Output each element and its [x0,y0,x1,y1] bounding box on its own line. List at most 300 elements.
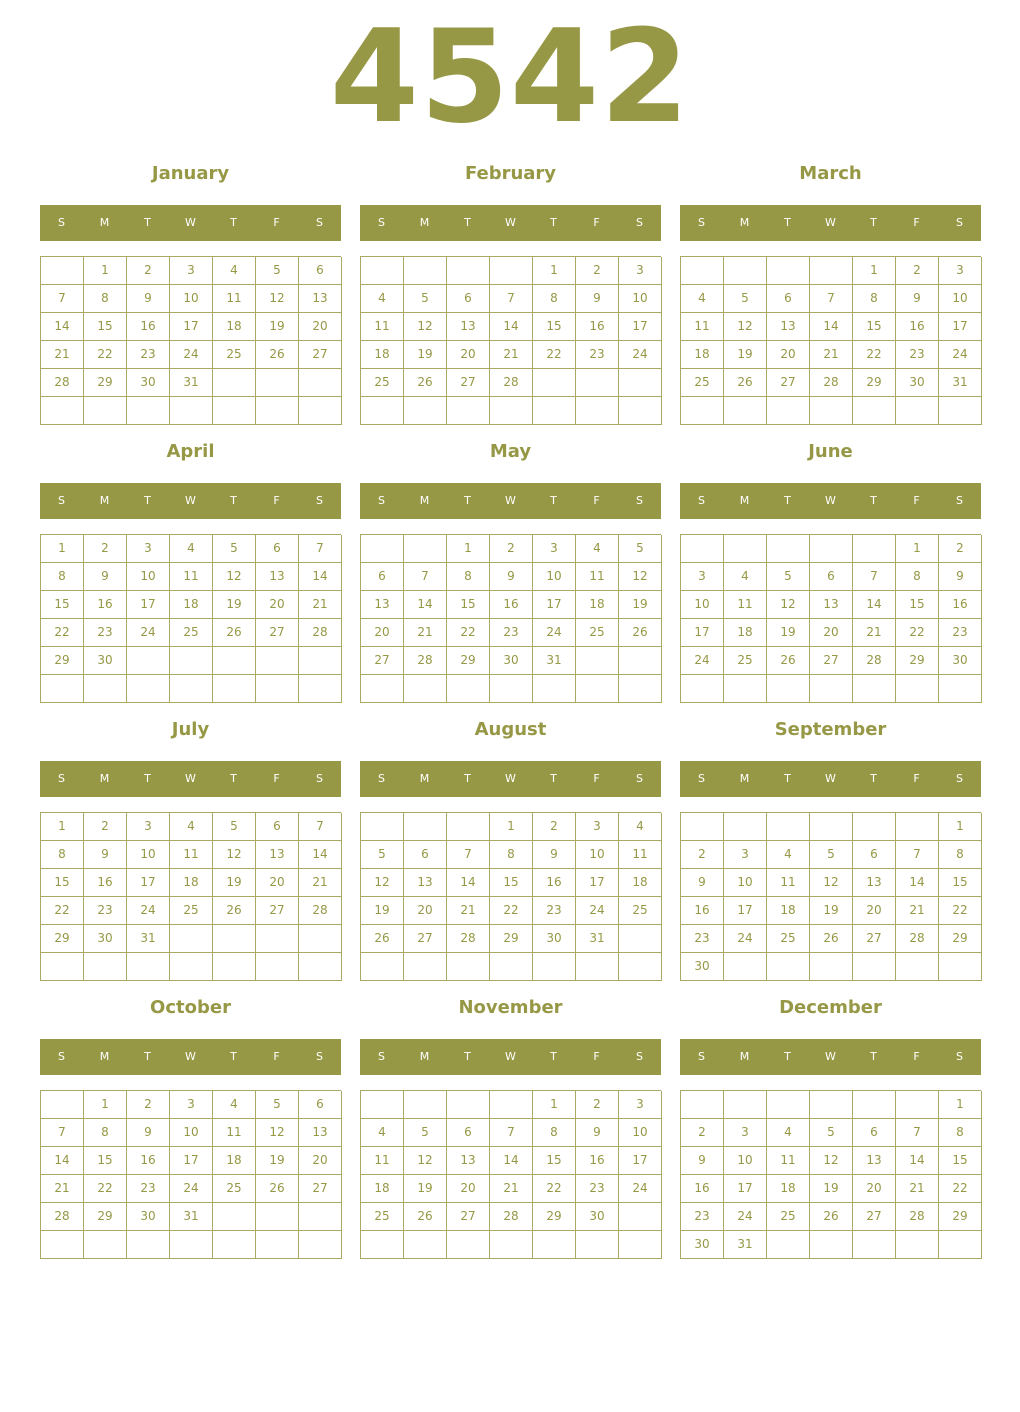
empty-day-cell [576,953,619,981]
weekday-label: S [636,1050,643,1063]
day-cell: 18 [361,1175,404,1203]
empty-day-cell [41,953,84,981]
day-cell: 27 [853,1203,896,1231]
day-cell: 23 [576,341,619,369]
day-cell: 3 [127,535,170,563]
empty-day-cell [896,675,939,703]
weekday-label: M [99,1050,110,1063]
day-cell: 22 [84,341,127,369]
empty-day-cell [404,675,447,703]
day-cell: 26 [404,1203,447,1231]
weekday-label: T [784,1050,791,1063]
day-cell: 5 [767,563,810,591]
day-cell: 25 [170,619,213,647]
empty-day-cell [939,953,982,981]
empty-day-cell [896,1231,939,1259]
day-cell: 22 [939,1175,982,1203]
empty-day-cell [576,369,619,397]
weekday-label: M [739,772,750,785]
empty-day-cell [84,397,127,425]
empty-day-cell [853,813,896,841]
day-cell: 29 [939,1203,982,1231]
day-cell: 25 [213,341,256,369]
day-cell: 1 [41,535,84,563]
weekday-header [680,483,981,519]
day-cell: 13 [299,285,342,313]
day-cell: 4 [213,257,256,285]
day-cell: 23 [533,897,576,925]
day-cell: 21 [810,341,853,369]
day-cell: 6 [299,1091,342,1119]
day-cell: 30 [533,925,576,953]
weekday-label: M [739,1050,750,1063]
day-cell: 22 [533,1175,576,1203]
empty-day-cell [576,647,619,675]
day-cell: 16 [681,897,724,925]
empty-day-cell [127,647,170,675]
day-cell: 1 [84,257,127,285]
day-cell: 10 [681,591,724,619]
day-cell: 27 [299,1175,342,1203]
empty-day-cell [299,953,342,981]
day-cell: 25 [619,897,662,925]
weekday-label: S [316,772,323,785]
day-cell: 7 [41,285,84,313]
weekday-label: W [505,216,516,229]
day-cell: 8 [41,563,84,591]
day-cell: 11 [619,841,662,869]
weekday-label: S [636,216,643,229]
day-cell: 2 [681,1119,724,1147]
day-cell: 21 [299,591,342,619]
day-cell: 1 [41,813,84,841]
empty-day-cell [361,675,404,703]
day-cell: 1 [533,257,576,285]
day-cell: 25 [213,1175,256,1203]
day-cell: 15 [41,591,84,619]
day-cell: 23 [127,341,170,369]
day-cell: 30 [681,1231,724,1259]
day-cell: 6 [256,813,299,841]
day-cell: 4 [361,285,404,313]
weekday-label: S [58,216,65,229]
day-cell: 1 [939,1091,982,1119]
day-grid [680,1090,981,1259]
day-cell: 6 [810,563,853,591]
day-cell: 26 [810,1203,853,1231]
empty-day-cell [853,1091,896,1119]
day-cell: 7 [41,1119,84,1147]
empty-day-cell [256,1231,299,1259]
day-cell: 10 [533,563,576,591]
empty-day-cell [533,953,576,981]
day-cell: 26 [619,619,662,647]
weekday-label: T [230,494,237,507]
empty-day-cell [810,675,853,703]
day-cell: 19 [767,619,810,647]
weekday-label: S [316,494,323,507]
empty-day-cell [127,397,170,425]
day-cell: 5 [619,535,662,563]
day-cell: 29 [853,369,896,397]
day-cell: 29 [939,925,982,953]
day-cell: 2 [576,1091,619,1119]
day-cell: 13 [853,869,896,897]
day-cell: 24 [533,619,576,647]
empty-day-cell [939,1231,982,1259]
weekday-label: W [185,216,196,229]
empty-day-cell [619,1203,662,1231]
empty-day-cell [681,535,724,563]
day-cell: 15 [939,869,982,897]
day-cell: 12 [767,591,810,619]
weekday-label: M [99,494,110,507]
weekday-label: F [273,772,280,785]
day-cell: 17 [533,591,576,619]
empty-day-cell [724,953,767,981]
empty-day-cell [490,397,533,425]
day-cell: 27 [256,897,299,925]
day-cell: 30 [84,925,127,953]
day-cell: 15 [84,1147,127,1175]
weekday-label: S [956,216,963,229]
weekday-label: T [144,494,151,507]
day-cell: 8 [41,841,84,869]
day-cell: 21 [41,1175,84,1203]
empty-day-cell [361,257,404,285]
day-cell: 3 [939,257,982,285]
day-cell: 20 [299,1147,342,1175]
empty-day-cell [256,925,299,953]
day-cell: 11 [681,313,724,341]
day-cell: 3 [576,813,619,841]
weekday-label: S [58,1050,65,1063]
day-cell: 6 [361,563,404,591]
empty-day-cell [127,953,170,981]
day-cell: 25 [170,897,213,925]
weekday-label: W [185,772,196,785]
weekday-header [680,1039,981,1075]
weekday-label: T [550,1050,557,1063]
empty-day-cell [256,369,299,397]
weekday-label: S [58,494,65,507]
day-cell: 27 [299,341,342,369]
day-cell: 26 [767,647,810,675]
empty-day-cell [853,675,896,703]
day-cell: 23 [84,897,127,925]
day-cell: 21 [404,619,447,647]
day-cell: 21 [299,869,342,897]
day-cell: 27 [447,1203,490,1231]
day-cell: 8 [853,285,896,313]
day-cell: 17 [724,897,767,925]
day-cell: 22 [84,1175,127,1203]
empty-day-cell [404,535,447,563]
day-cell: 2 [84,535,127,563]
day-cell: 31 [724,1231,767,1259]
empty-day-cell [576,397,619,425]
day-cell: 9 [84,841,127,869]
day-cell: 15 [533,1147,576,1175]
empty-day-cell [404,1091,447,1119]
empty-day-cell [533,675,576,703]
day-grid [40,1090,341,1259]
weekday-label: S [58,772,65,785]
day-cell: 12 [213,563,256,591]
empty-day-cell [361,1231,404,1259]
day-cell: 17 [127,869,170,897]
weekday-label: W [185,1050,196,1063]
empty-day-cell [299,397,342,425]
empty-day-cell [447,397,490,425]
empty-day-cell [576,675,619,703]
empty-day-cell [767,1231,810,1259]
empty-day-cell [767,813,810,841]
day-cell: 3 [681,563,724,591]
day-cell: 23 [681,1203,724,1231]
day-cell: 6 [853,1119,896,1147]
empty-day-cell [299,369,342,397]
day-cell: 27 [810,647,853,675]
day-cell: 2 [533,813,576,841]
empty-day-cell [127,675,170,703]
empty-day-cell [810,813,853,841]
weekday-label: S [378,216,385,229]
empty-day-cell [170,647,213,675]
day-cell: 11 [213,285,256,313]
day-cell: 31 [533,647,576,675]
empty-day-cell [213,925,256,953]
day-cell: 18 [213,1147,256,1175]
day-cell: 17 [681,619,724,647]
day-cell: 10 [127,563,170,591]
weekday-label: F [273,494,280,507]
day-cell: 4 [681,285,724,313]
day-grid [360,1090,661,1259]
day-cell: 17 [170,313,213,341]
empty-day-cell [41,1091,84,1119]
day-grid [680,812,981,981]
day-cell: 22 [853,341,896,369]
day-cell: 10 [939,285,982,313]
day-cell: 28 [299,619,342,647]
day-cell: 31 [939,369,982,397]
empty-day-cell [447,813,490,841]
day-grid [360,812,661,981]
empty-day-cell [404,397,447,425]
month-name: March [799,163,862,184]
day-cell: 22 [896,619,939,647]
empty-day-cell [213,369,256,397]
day-cell: 25 [361,1203,404,1231]
weekday-label: T [870,1050,877,1063]
empty-day-cell [256,397,299,425]
weekday-label: M [419,1050,430,1063]
day-cell: 14 [853,591,896,619]
day-cell: 21 [853,619,896,647]
day-cell: 14 [299,563,342,591]
weekday-header [680,761,981,797]
day-cell: 25 [576,619,619,647]
day-cell: 29 [447,647,490,675]
day-cell: 10 [724,869,767,897]
day-cell: 12 [619,563,662,591]
day-cell: 31 [576,925,619,953]
day-cell: 20 [256,869,299,897]
day-cell: 3 [127,813,170,841]
day-cell: 12 [810,869,853,897]
day-cell: 30 [84,647,127,675]
day-cell: 18 [681,341,724,369]
weekday-label: T [144,1050,151,1063]
empty-day-cell [724,1091,767,1119]
weekday-label: F [913,494,920,507]
day-cell: 18 [619,869,662,897]
day-cell: 16 [939,591,982,619]
day-cell: 27 [404,925,447,953]
empty-day-cell [939,397,982,425]
weekday-label: T [464,494,471,507]
day-cell: 3 [724,1119,767,1147]
empty-day-cell [681,397,724,425]
day-cell: 17 [576,869,619,897]
day-cell: 16 [84,869,127,897]
day-grid [680,256,981,425]
weekday-label: T [144,772,151,785]
day-cell: 20 [853,1175,896,1203]
day-cell: 28 [490,369,533,397]
day-cell: 1 [853,257,896,285]
day-cell: 7 [404,563,447,591]
day-cell: 27 [256,619,299,647]
day-cell: 22 [41,897,84,925]
day-cell: 24 [576,897,619,925]
day-cell: 22 [533,341,576,369]
day-cell: 20 [361,619,404,647]
weekday-header [360,1039,661,1075]
weekday-label: S [636,494,643,507]
day-cell: 19 [213,591,256,619]
day-cell: 1 [490,813,533,841]
day-cell: 29 [41,647,84,675]
day-cell: 23 [681,925,724,953]
day-cell: 13 [404,869,447,897]
day-cell: 16 [127,1147,170,1175]
weekday-label: T [784,494,791,507]
day-cell: 2 [490,535,533,563]
day-cell: 14 [490,313,533,341]
day-cell: 9 [490,563,533,591]
empty-day-cell [724,535,767,563]
empty-day-cell [767,675,810,703]
day-cell: 10 [127,841,170,869]
weekday-header [40,1039,341,1075]
weekday-label: F [913,772,920,785]
day-cell: 3 [619,1091,662,1119]
empty-day-cell [490,1231,533,1259]
empty-day-cell [724,675,767,703]
day-cell: 6 [447,285,490,313]
day-cell: 20 [767,341,810,369]
day-cell: 19 [404,341,447,369]
empty-day-cell [84,953,127,981]
day-cell: 7 [853,563,896,591]
day-cell: 8 [490,841,533,869]
day-cell: 18 [170,591,213,619]
day-cell: 14 [490,1147,533,1175]
day-cell: 4 [170,535,213,563]
day-cell: 27 [767,369,810,397]
empty-day-cell [619,369,662,397]
day-cell: 21 [41,341,84,369]
day-cell: 18 [170,869,213,897]
day-cell: 9 [939,563,982,591]
day-cell: 19 [404,1175,447,1203]
weekday-label: M [99,772,110,785]
empty-day-cell [810,1091,853,1119]
day-cell: 19 [256,313,299,341]
empty-day-cell [853,953,896,981]
day-cell: 22 [41,619,84,647]
month-name: July [171,719,210,740]
weekday-label: T [230,1050,237,1063]
day-cell: 15 [447,591,490,619]
day-cell: 13 [447,313,490,341]
month-name: May [489,441,532,462]
day-cell: 10 [576,841,619,869]
day-cell: 30 [127,1203,170,1231]
day-cell: 23 [127,1175,170,1203]
day-cell: 11 [767,1147,810,1175]
weekday-label: T [464,772,471,785]
day-cell: 28 [404,647,447,675]
weekday-header [680,205,981,241]
empty-day-cell [361,1091,404,1119]
day-cell: 11 [361,313,404,341]
day-cell: 7 [490,285,533,313]
day-cell: 19 [256,1147,299,1175]
day-cell: 6 [299,257,342,285]
day-cell: 5 [361,841,404,869]
empty-day-cell [767,953,810,981]
day-cell: 16 [533,869,576,897]
weekday-label: S [956,1050,963,1063]
weekday-label: T [870,494,877,507]
day-grid [40,812,341,981]
empty-day-cell [213,647,256,675]
day-cell: 30 [681,953,724,981]
empty-day-cell [447,257,490,285]
day-grid [360,534,661,703]
day-cell: 16 [127,313,170,341]
empty-day-cell [213,1231,256,1259]
day-cell: 19 [810,897,853,925]
day-cell: 25 [767,1203,810,1231]
empty-day-cell [724,397,767,425]
day-cell: 24 [619,341,662,369]
day-cell: 26 [213,897,256,925]
day-cell: 12 [810,1147,853,1175]
empty-day-cell [41,257,84,285]
day-cell: 5 [810,841,853,869]
empty-day-cell [170,1231,213,1259]
day-grid [360,256,661,425]
day-cell: 5 [404,285,447,313]
empty-day-cell [810,953,853,981]
empty-day-cell [299,1231,342,1259]
empty-day-cell [404,953,447,981]
day-cell: 5 [256,1091,299,1119]
